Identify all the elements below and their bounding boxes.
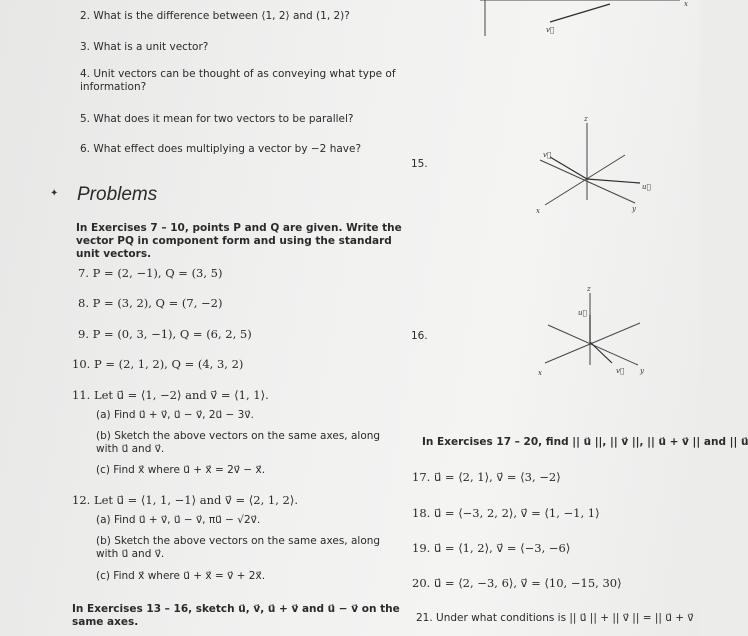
x-axis-line bbox=[545, 323, 640, 363]
exercise-12-part-b: (b) Sketch the above vectors on the same axes, along with u⃗ and v⃗. bbox=[96, 535, 381, 560]
exercise-15-number: 15. bbox=[411, 158, 428, 170]
instructions-13-16: In Exercises 13 – 16, sketch u⃗, v⃗, u⃗ + v⃗ and u⃗ − v⃗ on the same axes. bbox=[72, 603, 400, 628]
vector-v-arrow bbox=[550, 157, 587, 179]
label-v: v⃗ bbox=[616, 367, 625, 375]
exercise-20: 20. u⃗ = ⟨2, −3, 6⟩, v⃗ = ⟨10, −15, 30⟩ bbox=[412, 576, 622, 590]
instructions-17-20: In Exercises 17 – 20, find || u⃗ ||, || v⃗ ||, || u⃗ + v⃗ || and || u⃗ bbox=[422, 436, 748, 448]
exercise-10: 10. P = (2, 1, 2), Q = (4, 3, 2) bbox=[72, 357, 244, 371]
question-6: 6. What effect does multiplying a vector by −2 have? bbox=[80, 143, 362, 155]
exercise-11-part-a: (a) Find u⃗ + v⃗, u⃗ − v⃗, 2u⃗ − 3v⃗. bbox=[96, 409, 254, 421]
exercise-11-stem: 11. Let u⃗ = ⟨1, −2⟩ and v⃗ = ⟨1, 1⟩. bbox=[72, 388, 269, 402]
exercise-12-part-c: (c) Find x⃗ where u⃗ + x⃗ = v⃗ + 2x⃗. bbox=[96, 570, 266, 582]
question-2: 2. What is the difference between ⟨1, 2⟩ and (1, 2)? bbox=[80, 10, 350, 22]
exercise-14-figure bbox=[470, 0, 700, 40]
exercise-11-part-c: (c) Find x⃗ where u⃗ + x⃗ = 2v⃗ − x⃗. bbox=[96, 464, 266, 476]
exercise-9: 9. P = (0, 3, −1), Q = (6, 2, 5) bbox=[78, 327, 252, 341]
exercise-16-number: 16. bbox=[411, 330, 428, 342]
exercise-18: 18. u⃗ = ⟨−3, 2, 2⟩, v⃗ = ⟨1, −1, 1⟩ bbox=[412, 506, 600, 520]
instructions-7-10: In Exercises 7 – 10, points P and Q are given. Write the vector PQ in component form and using the standard unit vectors. bbox=[76, 222, 402, 260]
exercise-15-figure bbox=[530, 115, 650, 220]
vector-v-arrow bbox=[550, 4, 610, 22]
label-x: x bbox=[684, 0, 688, 8]
exercise-8: 8. P = (3, 2), Q = (7, −2) bbox=[78, 296, 223, 310]
exercise-21: 21. Under what conditions is || u⃗ || + || v⃗ || = || u⃗ + v⃗ bbox=[416, 612, 694, 624]
question-3: 3. What is a unit vector? bbox=[80, 41, 209, 53]
exercise-17: 17. u⃗ = ⟨2, 1⟩, v⃗ = ⟨3, −2⟩ bbox=[412, 470, 561, 484]
label-y: y bbox=[640, 367, 644, 375]
label-x: x bbox=[538, 369, 542, 377]
label-y: y bbox=[632, 205, 636, 213]
question-5: 5. What does it mean for two vectors to be parallel? bbox=[80, 113, 354, 125]
exercise-12-part-a: (a) Find u⃗ + v⃗, u⃗ − v⃗, πu⃗ − √2v⃗. bbox=[96, 514, 261, 526]
exercise-16-figure bbox=[530, 285, 660, 380]
label-v: v⃗ bbox=[546, 26, 555, 34]
exercise-7: 7. P = (2, −1), Q = (3, 5) bbox=[78, 266, 223, 280]
label-u: u⃗ bbox=[642, 183, 651, 191]
vector-u-arrow bbox=[587, 179, 640, 183]
label-v: v⃗ bbox=[543, 151, 552, 159]
problems-heading: Problems bbox=[77, 184, 158, 205]
exercise-11-part-b: (b) Sketch the above vectors on the same axes, along with u⃗ and v⃗. bbox=[96, 430, 381, 455]
label-z: z bbox=[584, 115, 588, 123]
star-marker-icon: ✦ bbox=[50, 188, 59, 199]
label-z: z bbox=[587, 285, 591, 293]
exercise-19: 19. u⃗ = ⟨1, 2⟩, v⃗ = ⟨−3, −6⟩ bbox=[412, 541, 571, 555]
question-4: 4. Unit vectors can be thought of as conveying what type of information? bbox=[80, 68, 396, 93]
exercise-12-stem: 12. Let u⃗ = ⟨1, 1, −1⟩ and v⃗ = ⟨2, 1, 2⟩. bbox=[72, 493, 298, 507]
label-u: u⃗ bbox=[578, 309, 587, 317]
label-x: x bbox=[536, 207, 540, 215]
